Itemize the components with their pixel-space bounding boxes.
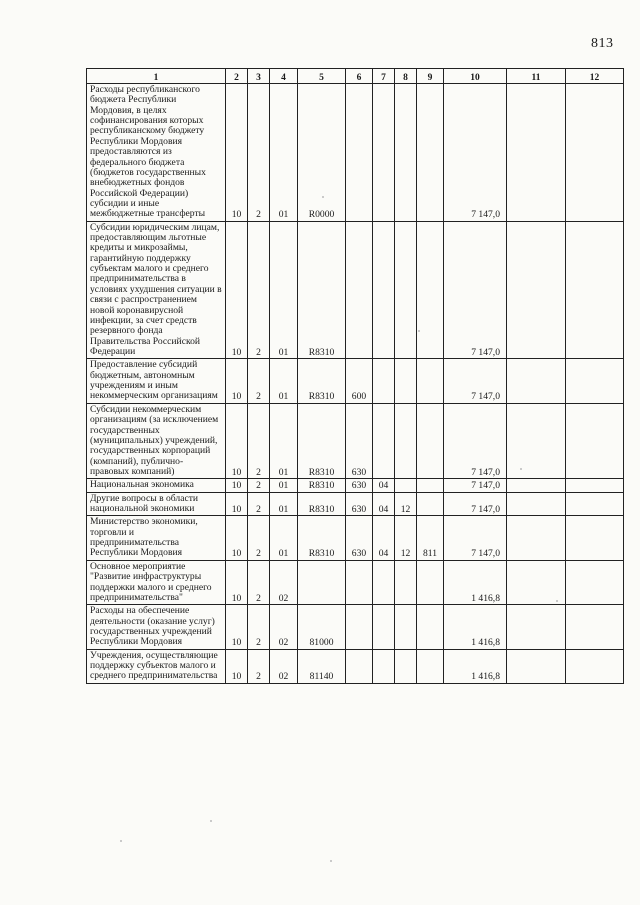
amount-cell [507,403,566,479]
code-cell: 600 [346,359,373,403]
code-cell [346,605,373,649]
code-cell: R8310 [298,221,346,359]
table-row [87,649,624,683]
code-cell [395,479,417,492]
code-cell: 10 [226,221,248,359]
column-header: 5 [298,69,346,84]
column-header: 4 [270,69,298,84]
code-cell: 10 [226,649,248,683]
amount-cell: 7 147,0 [444,221,507,359]
code-cell: 10 [226,560,248,604]
amount-cell [566,221,624,359]
table-row [87,221,624,359]
code-cell: 10 [226,479,248,492]
code-cell [417,359,444,403]
code-cell: 01 [270,516,298,560]
code-cell: 630 [346,516,373,560]
code-cell [373,605,395,649]
code-cell [417,492,444,516]
code-cell [373,221,395,359]
page-number: 813 [591,36,614,51]
amount-cell: 1 416,8 [444,605,507,649]
code-cell: 12 [395,492,417,516]
code-cell [417,479,444,492]
code-cell: R8310 [298,403,346,479]
column-header: 1 [87,69,226,84]
column-header: 8 [395,69,417,84]
code-cell: 81140 [298,649,346,683]
amount-cell [507,516,566,560]
amount-cell: 7 147,0 [444,516,507,560]
table-row [87,605,624,649]
column-header: 7 [373,69,395,84]
code-cell: 01 [270,492,298,516]
row-description: Министерство экономики, торговли и предпринимательства Республики Мордовия [87,516,226,560]
code-cell [373,560,395,604]
column-header: 12 [566,69,624,84]
table-row [87,516,624,560]
code-cell: 04 [373,492,395,516]
column-header: 3 [248,69,270,84]
code-cell [417,605,444,649]
code-cell [395,605,417,649]
amount-cell: 7 147,0 [444,479,507,492]
code-cell: 2 [248,492,270,516]
amount-cell [566,403,624,479]
code-cell: 630 [346,492,373,516]
row-description: Учреждения, осуществляющие поддержку субъектов малого и среднего предпринимательства [87,649,226,683]
code-cell: 10 [226,403,248,479]
code-cell: 2 [248,84,270,222]
amount-cell [566,516,624,560]
code-cell: 10 [226,492,248,516]
table-row [87,492,624,516]
column-header: 10 [444,69,507,84]
code-cell: R8310 [298,359,346,403]
row-description: Основное мероприятие "Развитие инфраструктуры поддержки малого и среднего предпринимательства" [87,560,226,604]
code-cell [373,403,395,479]
code-cell: 04 [373,516,395,560]
table-row [87,560,624,604]
code-cell: 2 [248,221,270,359]
column-header: 2 [226,69,248,84]
amount-cell: 7 147,0 [444,492,507,516]
column-header: 6 [346,69,373,84]
code-cell: 2 [248,516,270,560]
code-cell [395,359,417,403]
table-header-row [87,69,624,84]
amount-cell: 1 416,8 [444,649,507,683]
code-cell: 10 [226,605,248,649]
amount-cell: 1 416,8 [444,560,507,604]
table-row [87,479,624,492]
code-cell [373,649,395,683]
code-cell: 02 [270,649,298,683]
amount-cell [507,84,566,222]
code-cell: 02 [270,605,298,649]
code-cell: 811 [417,516,444,560]
amount-cell [507,492,566,516]
row-description: Другие вопросы в области национальной экономики [87,492,226,516]
code-cell [373,359,395,403]
code-cell: 01 [270,403,298,479]
amount-cell [566,560,624,604]
code-cell: 04 [373,479,395,492]
row-description: Расходы на обеспечение деятельности (оказание услуг) государственных учреждений Республики Мордовия [87,605,226,649]
code-cell [417,403,444,479]
amount-cell [507,359,566,403]
amount-cell [507,221,566,359]
code-cell: 81000 [298,605,346,649]
amount-cell [507,560,566,604]
code-cell [346,221,373,359]
code-cell: R0000 [298,84,346,222]
code-cell [417,560,444,604]
code-cell [395,649,417,683]
code-cell: 01 [270,221,298,359]
code-cell [346,649,373,683]
code-cell: 02 [270,560,298,604]
table-row [87,84,624,222]
code-cell: 12 [395,516,417,560]
code-cell [346,84,373,222]
amount-cell [566,84,624,222]
code-cell: 2 [248,605,270,649]
column-header: 11 [507,69,566,84]
row-description: Субсидии юридическим лицам, предоставляющим льготные кредиты и микрозаймы, гарантийную поддержку субъектам малого и среднего предпринимательства в условиях ухудшения ситуации в связи с распространением новой коронавирусной инфекции, за счет средств резервного фонда Правительства Российской Федерации [87,221,226,359]
code-cell [395,84,417,222]
table-row [87,403,624,479]
row-description: Расходы республиканского бюджета Республики Мордовия, в целях софинансирования которых республиканскому бюджету Республики Мордовия предоставляются из федерального бюджета (бюджетов государственных внебюджетных фондов Российской Федерации) субсидии и иные межбюджетные трансферты [87,84,226,222]
code-cell: R8310 [298,492,346,516]
code-cell: R8310 [298,479,346,492]
code-cell: R8310 [298,516,346,560]
table-row [87,359,624,403]
amount-cell [566,479,624,492]
code-cell: 2 [248,403,270,479]
amount-cell: 7 147,0 [444,359,507,403]
amount-cell: 7 147,0 [444,84,507,222]
amount-cell [566,605,624,649]
row-description: Предоставление субсидий бюджетным, автономным учреждениям и иным некоммерческим организациям [87,359,226,403]
code-cell [417,649,444,683]
row-description: Субсидии некоммерческим организациям (за исключением государственных (муниципальных) учреждений, государственных корпораций (компаний), публично-правовых компаний) [87,403,226,479]
amount-cell [566,649,624,683]
code-cell: 10 [226,359,248,403]
amount-cell [566,359,624,403]
amount-cell: 7 147,0 [444,403,507,479]
code-cell: 630 [346,403,373,479]
code-cell: 01 [270,84,298,222]
code-cell [346,560,373,604]
code-cell: 2 [248,560,270,604]
code-cell [298,560,346,604]
code-cell [373,84,395,222]
code-cell [417,221,444,359]
row-description: Национальная экономика [87,479,226,492]
code-cell: 2 [248,649,270,683]
amount-cell [507,605,566,649]
code-cell: 10 [226,84,248,222]
code-cell [395,221,417,359]
code-cell: 01 [270,479,298,492]
budget-table [86,68,624,684]
code-cell [417,84,444,222]
amount-cell [566,492,624,516]
code-cell: 01 [270,359,298,403]
code-cell [395,560,417,604]
code-cell: 10 [226,516,248,560]
amount-cell [507,479,566,492]
amount-cell [507,649,566,683]
code-cell: 2 [248,479,270,492]
code-cell: 2 [248,359,270,403]
column-header: 9 [417,69,444,84]
code-cell: 630 [346,479,373,492]
code-cell [395,403,417,479]
